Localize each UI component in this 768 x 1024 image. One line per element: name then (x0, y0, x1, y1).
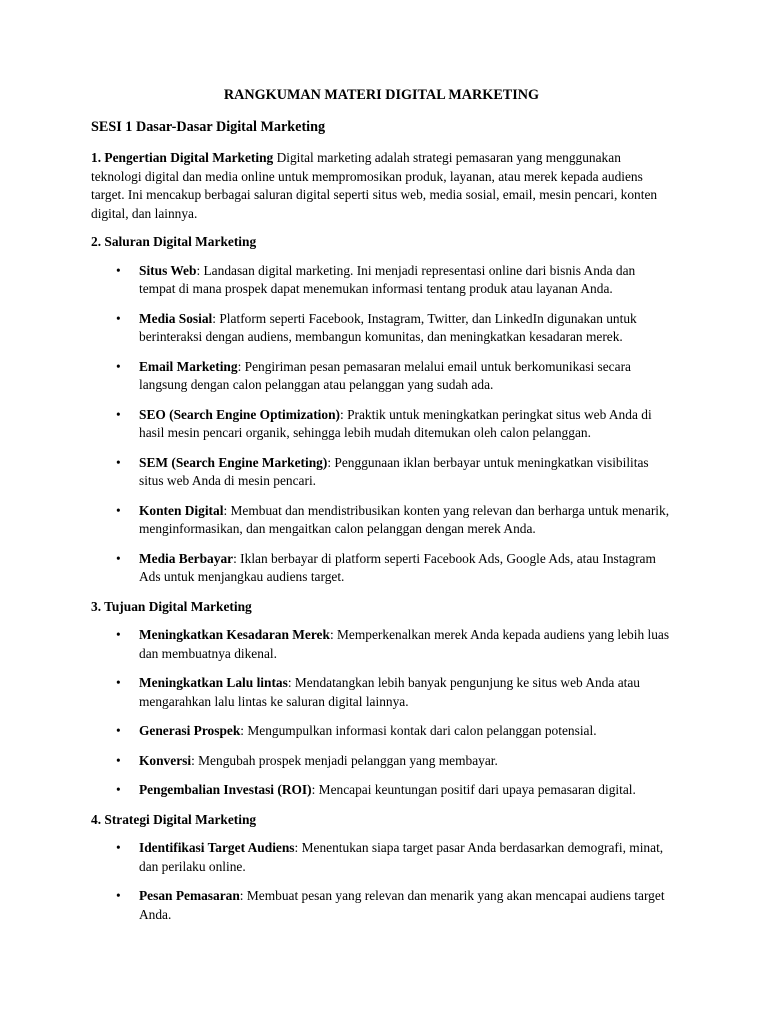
list-item (91, 550, 672, 587)
list-item (91, 406, 672, 443)
list-item (91, 722, 672, 741)
list-item (91, 887, 672, 924)
list-item-term: Identifikasi Target Audiens (139, 840, 295, 855)
list-item-term: Meningkatkan Lalu lintas (139, 675, 288, 690)
list-item-desc: : Penggunaan iklan berbayar untuk meningkatkan visibilitas situs web Anda di mesin pencari. (139, 454, 649, 488)
bullet-icon: • (116, 406, 121, 422)
bullet-icon: • (116, 782, 121, 797)
section-2-heading: 2. Saluran Digital Marketing (91, 234, 257, 249)
list-item-desc: : Platform seperti Facebook, Instagram, Twitter, dan LinkedIn digunakan untuk berinteraksi dengan audiens, membangun komunitas, dan meningkatkan kesadaran merek. (139, 310, 637, 344)
bullet-icon: • (116, 840, 121, 855)
bullet-icon: • (116, 888, 121, 903)
list-item-term: Media Berbayar (139, 550, 234, 566)
section-3-heading: 3. Tujuan Digital Marketing (91, 598, 252, 614)
list-item-desc: : Mendatangkan lebih banyak pengunjung ke situs web Anda atau mengarahkan lalu lintas ke saluran digital lainnya. (139, 675, 640, 709)
list-item-term: Email Marketing (139, 358, 238, 374)
section-4-heading: 4. Strategi Digital Marketing (91, 811, 257, 827)
list-item-desc: : Menentukan siapa target pasar Anda berdasarkan demografi, minat, dan perilaku online. (139, 840, 664, 874)
bullet-icon: • (116, 627, 121, 642)
list-item-desc: : Iklan berbayar di platform seperti Facebook Ads, Google Ads, atau Instagram Ads untuk menjangkau audiens target. (139, 550, 656, 584)
list-item-term: Generasi Prospek (139, 723, 241, 738)
list-item-desc: : Mengubah prospek menjadi pelanggan yang membayar. (191, 752, 498, 768)
bullet-icon: • (116, 502, 121, 518)
list-item-desc: : Membuat pesan yang relevan dan menarik yang akan mencapai audiens target Anda. (139, 888, 665, 922)
list-item (91, 839, 672, 876)
list-item-desc: : Pengiriman pesan pemasaran melalui email untuk berkomunikasi secara langsung dengan calon pelanggan atau pelanggan yang sudah ada. (139, 358, 631, 392)
section-4-list (91, 839, 672, 924)
list-item-term: Konten Digital (139, 502, 224, 518)
list-item-desc: : Mencapai keuntungan positif dari upaya pemasaran digital. (311, 782, 636, 797)
list-item-term: Konversi (139, 752, 192, 768)
list-item (91, 262, 672, 299)
document-title: RANGKUMAN MATERI DIGITAL MARKETING (223, 87, 540, 103)
section-1-text: Digital marketing adalah strategi pemasaran yang menggunakan teknologi digital dan media online untuk mempromosikan produk, layanan, atau merek kepada audiens target. Ini mencakup berbagai saluran digital seperti situs web, media sosial, email, mesin pencari, konten digital, dan lainnya. (91, 150, 658, 221)
bullet-icon: • (116, 550, 121, 566)
bullet-icon: • (116, 454, 121, 470)
section-3-list (91, 626, 672, 800)
list-item (91, 674, 672, 711)
list-item-term: Meningkatkan Kesadaran Merek (139, 627, 330, 642)
list-item (91, 358, 672, 395)
list-item-desc: : Membuat dan mendistribusikan konten yang relevan dan berharga untuk menarik, menginformasikan, dan mengaitkan calon pelanggan dengan merek Anda. (139, 502, 670, 536)
list-item-desc: : Mengumpulkan informasi kontak dari calon pelanggan potensial. (240, 723, 597, 738)
section-2-list (91, 262, 672, 587)
bullet-icon: • (116, 310, 121, 326)
bullet-icon: • (116, 358, 121, 374)
bullet-icon: • (116, 723, 121, 738)
session-title: SESI 1 Dasar-Dasar Digital Marketing (91, 118, 326, 135)
bullet-icon: • (116, 675, 121, 690)
list-item (91, 502, 672, 539)
list-item (91, 781, 672, 800)
list-item (91, 752, 672, 771)
list-item-term: Pengembalian Investasi (ROI) (139, 782, 312, 797)
list-item-term: Media Sosial (139, 310, 213, 326)
list-item-desc: : Praktik untuk meningkatkan peringkat situs web Anda di hasil mesin pencari organik, sehingga lebih mudah ditemukan oleh calon pelanggan. (139, 406, 652, 440)
list-item-term: Situs Web (139, 262, 197, 278)
bullet-icon: • (116, 262, 121, 278)
list-item (91, 310, 672, 347)
section-1-paragraph (91, 149, 672, 223)
list-item (91, 454, 672, 491)
list-item-term: SEO (Search Engine Optimization) (139, 406, 340, 422)
list-item-term: SEM (Search Engine Marketing) (139, 454, 328, 470)
list-item (91, 626, 672, 663)
list-item-desc: : Landasan digital marketing. Ini menjadi representasi online dari bisnis Anda dan tempat di mana prospek dapat menemukan informasi tentang produk atau layanan Anda. (139, 262, 636, 296)
list-item-term: Pesan Pemasaran (139, 888, 240, 903)
list-item-desc: : Memperkenalkan merek Anda kepada audiens yang lebih luas dan membuatnya dikenal. (139, 627, 670, 661)
section-1-heading: 1. Pengertian Digital Marketing (91, 150, 274, 165)
bullet-icon: • (116, 752, 121, 768)
